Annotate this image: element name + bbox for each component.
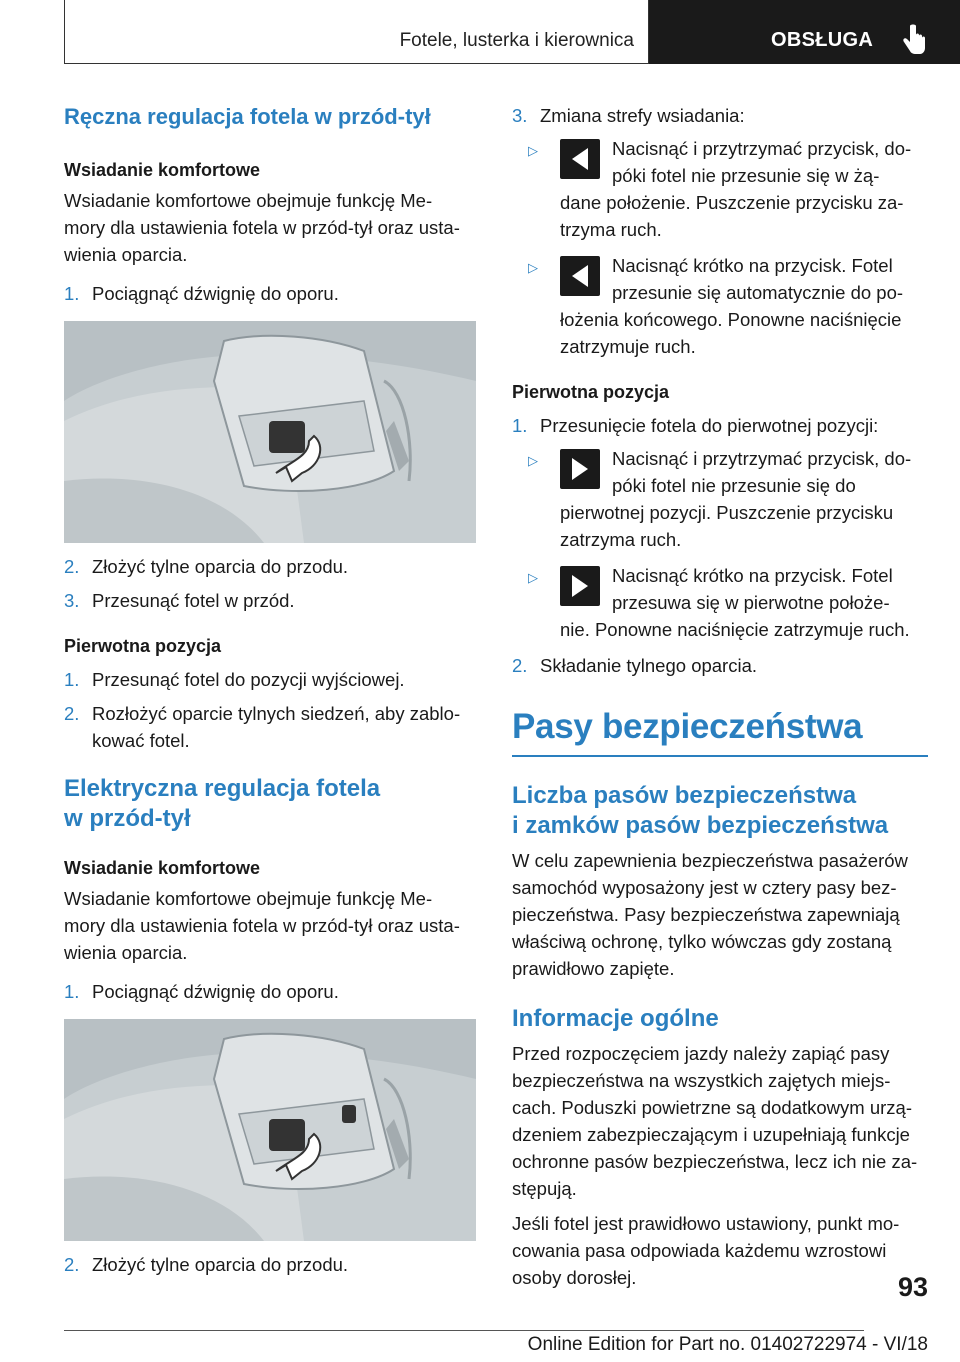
heading-electric-adjust: Elektryczna regulacja fotela w przód-tył [64,775,381,832]
bullet-item: ▷ Nacisnąć i przytrzymać przycisk, do- póki fotel nie przesunie się do [528,448,912,496]
list-item: 3. Przesunąć fotel w przód. [64,590,295,611]
triangle-bullet-icon: ▷ [528,260,538,275]
page-header [64,0,960,66]
title-underline [512,755,928,757]
hand-pointer-icon [899,24,927,56]
bullet-item: ▷ Nacisnąć krótko na przycisk. Fotel przesuwa się w pierwotne położe- [528,565,893,613]
chapter-tab-label: OBSŁUGA [771,29,874,51]
chapter-tab [649,0,960,64]
page-number: 93 [897,1272,928,1302]
subheading-original-position: Pierwotna pozycja [64,636,222,656]
chapter-title: Pasy bezpieczeństwa [512,707,863,746]
seat-lever-photo [64,321,476,543]
seat-lever-photo-2 [64,1019,476,1241]
play-button-icon [560,449,600,489]
list-item: 3. Zmiana strefy wsiadania: [512,105,745,126]
triangle-bullet-icon: ▷ [528,143,538,158]
section-title: Fotele, lusterka i kierownica [399,30,634,51]
general-info-text: Przed rozpoczęciem jazdy należy zapiąć pasy bezpieczeństwa na wszystkich zajętych miejs- cach. Poduszki powietrzne są dodatkowym urzą- dzeniem zabezpieczającym i uzupełniają funkcje ochronne pasów bezpieczeństwa, lecz ich nie za- stępują. [512,1042,918,1199]
list-item: 1. Pociągnąć dźwignię do oporu. [64,981,339,1002]
bullet-item: ▷ Nacisnąć krótko na przycisk. Fotel przesunie się automatycznie do po- [528,255,904,303]
footer-rule [64,1330,864,1331]
list-item: 1. Pociągnąć dźwignię do oporu. [64,283,339,304]
right-column [512,100,928,1291]
triangle-bullet-icon: ▷ [528,570,538,585]
list-item: 2. Złożyć tylne oparcia do przodu. [64,1254,349,1275]
list-item: 1. Przesunąć fotel do pozycji wyjściowej. [64,669,405,690]
bullet-continued: dane położenie. Puszczenie przycisku za- trzyma ruch. [560,192,904,240]
bullet-continued: pierwotnej pozycji. Puszczenie przycisku zatrzyma ruch. [560,502,894,550]
bullet-continued: łożenia końcowego. Ponowne naciśnięcie zatrzymuje ruch. [560,309,902,357]
comfort-entry-text-2: Wsiadanie komfortowe obejmuje funkcję Me- mory dla ustawienia fotela w przód-tył oraz usta- wienia oparcia. [64,888,460,963]
subheading-comfort-entry: Wsiadanie komfortowe [64,160,261,180]
left-column [64,100,476,1278]
section-title-box [64,0,649,64]
heading-manual-adjust: Ręczna regulacja fotela w przód-tył [64,104,431,129]
bullet-continued: nie. Ponowne naciśnięcie zatrzymuje ruch. [560,619,910,640]
rewind-button-icon [560,256,600,296]
list-item: 2. Złożyć tylne oparcia do przodu. [64,556,349,577]
edition-note: Online Edition for Part no. 01402722974 - VI/18 [527,1334,928,1355]
list-item: 2. Składanie tylnego oparcia. [512,655,758,676]
belt-count-text: W celu zapewnienia bezpieczeństwa pasażerów samochód wyposażony jest w cztery pasy bez- pieczeństwa. Pasy bezpieczeństwa zapewniają właściwą ochronę, tylko wówczas gdy zostaną prawidłowo zapięte. [512,849,908,979]
list-item: 2. Rozłożyć oparcie tylnych siedzeń, aby zablo- kować fotel. [64,703,461,751]
rewind-button-icon [560,139,600,179]
bullet-item: ▷ Nacisnąć i przytrzymać przycisk, do- póki fotel nie przesunie się w żą- [528,138,912,186]
heading-general-info: Informacje ogólne [512,1004,719,1032]
play-button-icon [560,566,600,606]
comfort-entry-text: Wsiadanie komfortowe obejmuje funkcję Me- mory dla ustawienia fotela w przód-tył oraz usta- wienia oparcia. [64,190,460,265]
heading-belt-count: Liczba pasów bezpieczeństwa i zamków pasów bezpieczeństwa [512,781,889,839]
triangle-bullet-icon: ▷ [528,453,538,468]
list-item: 1. Przesunięcie fotela do pierwotnej pozycji: [512,415,879,436]
subheading-comfort-entry-2: Wsiadanie komfortowe [64,858,261,878]
subheading-original-position-right: Pierwotna pozycja [512,382,670,402]
general-info-text-2: Jeśli fotel jest prawidłowo ustawiony, punkt mo- cowania pasa odpowiada każdemu wzrostowi osoby dorosłej. [512,1212,900,1288]
page-footer [64,1272,928,1355]
